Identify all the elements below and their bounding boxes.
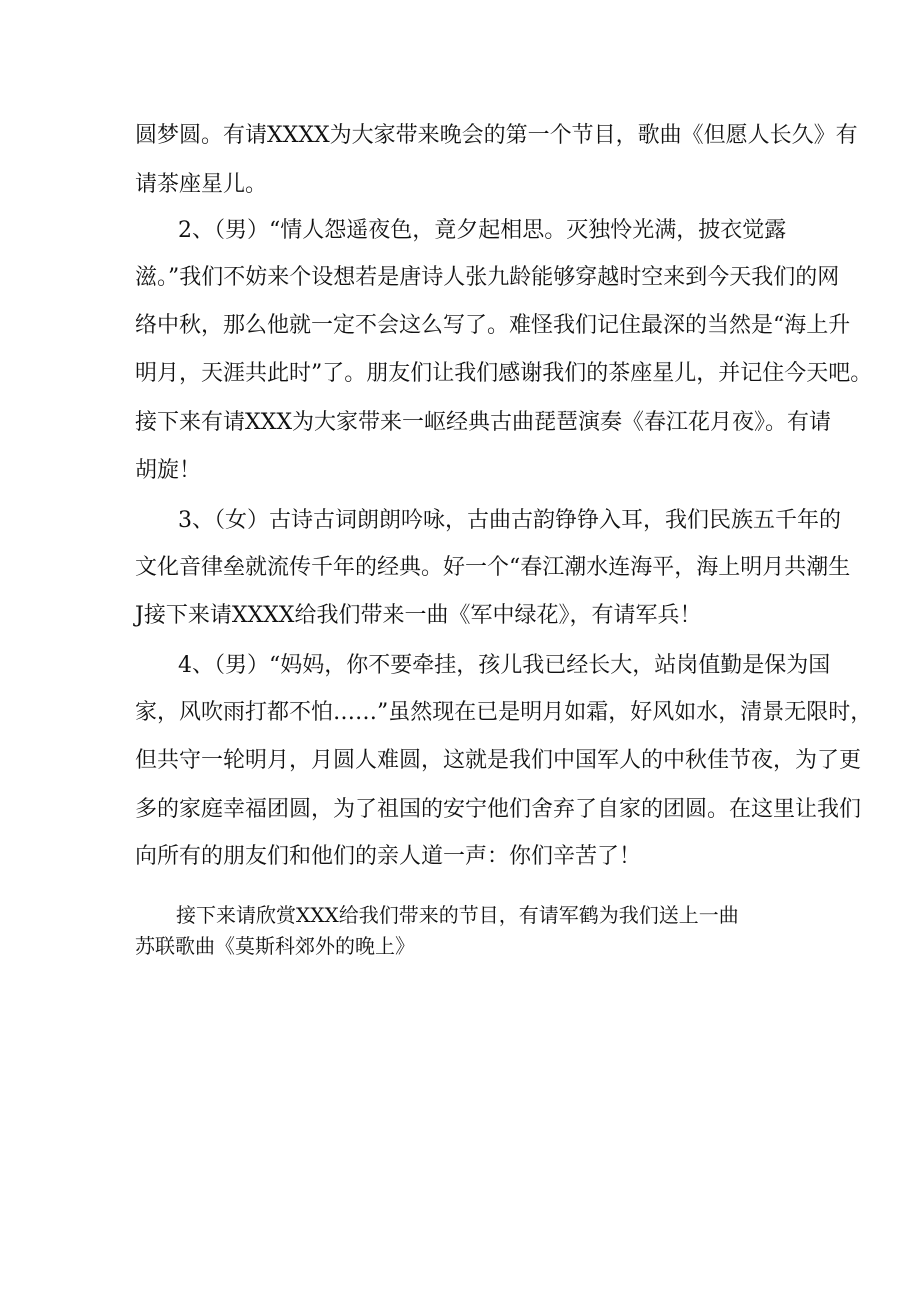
closing-line: 苏联歌曲《莫斯科郊外的晚上》 [135,934,415,958]
text-line: 滋。”我们不妨来个设想若是唐诗人张九龄能够穿越时空来到今天我们的网 [135,265,840,290]
paragraph-3-first-line: 3、（女）古诗古词朗朗吟咏，古曲古韵铮铮入耳，我们民族五千年的 [178,508,841,533]
text-line: 明月，天涯共此时”了。朋友们让我们感谢我们的茶座星儿，并记住今天吧。 [135,361,873,386]
text-line: 文化音律垒就流传千年的经典。好一个“春江潮水连海平，海上明月共潮生 [135,555,851,580]
paragraph-4-first-line: 4、（男）“妈妈，你不要牵挂，孩儿我已经长大，站岗值勤是保为国 [178,653,831,678]
closing-line: 接下来请欣赏XXX给我们带来的节目，有请军鹤为我们送上一曲 [176,903,739,927]
text-line: 接下来有请XXX为大家带来一岖经典古曲琵琶演奏《春江花月夜》。有请 [135,410,831,435]
text-line: 络中秋，那么他就一定不会这么写了。难怪我们记住最深的当然是“海上升 [135,313,851,338]
text-line: 但共守一轮明月，月圆人难圆，这就是我们中国军人的中秋佳节夜，为了更 [135,748,862,773]
text-line: 请茶座星儿。 [135,172,268,197]
paragraph-2-first-line: 2、（男）“情人怨遥夜色，竟夕起相思。灭独怜光满，披衣觉露 [178,218,787,243]
text-line: 家，风吹雨打都不怕……”虽然现在已是明月如霜，好风如水，清景无限时， [135,700,873,725]
text-line: 多的家庭幸福团圆，为了祖国的安宁他们舍弃了自家的团圆。在这里让我们 [135,797,862,822]
text-line: 胡旋！ [135,458,202,483]
text-line: 向所有的朋友们和他们的亲人道一声：你们辛苦了！ [135,844,642,869]
text-line: 圆梦圆。有请XXXX为大家带来晚会的第一个节目，歌曲《但愿人长久》有 [135,123,858,148]
text-line: J接下来请XXXX给我们带来一曲《军中绿花》，有请军兵！ [135,603,702,628]
